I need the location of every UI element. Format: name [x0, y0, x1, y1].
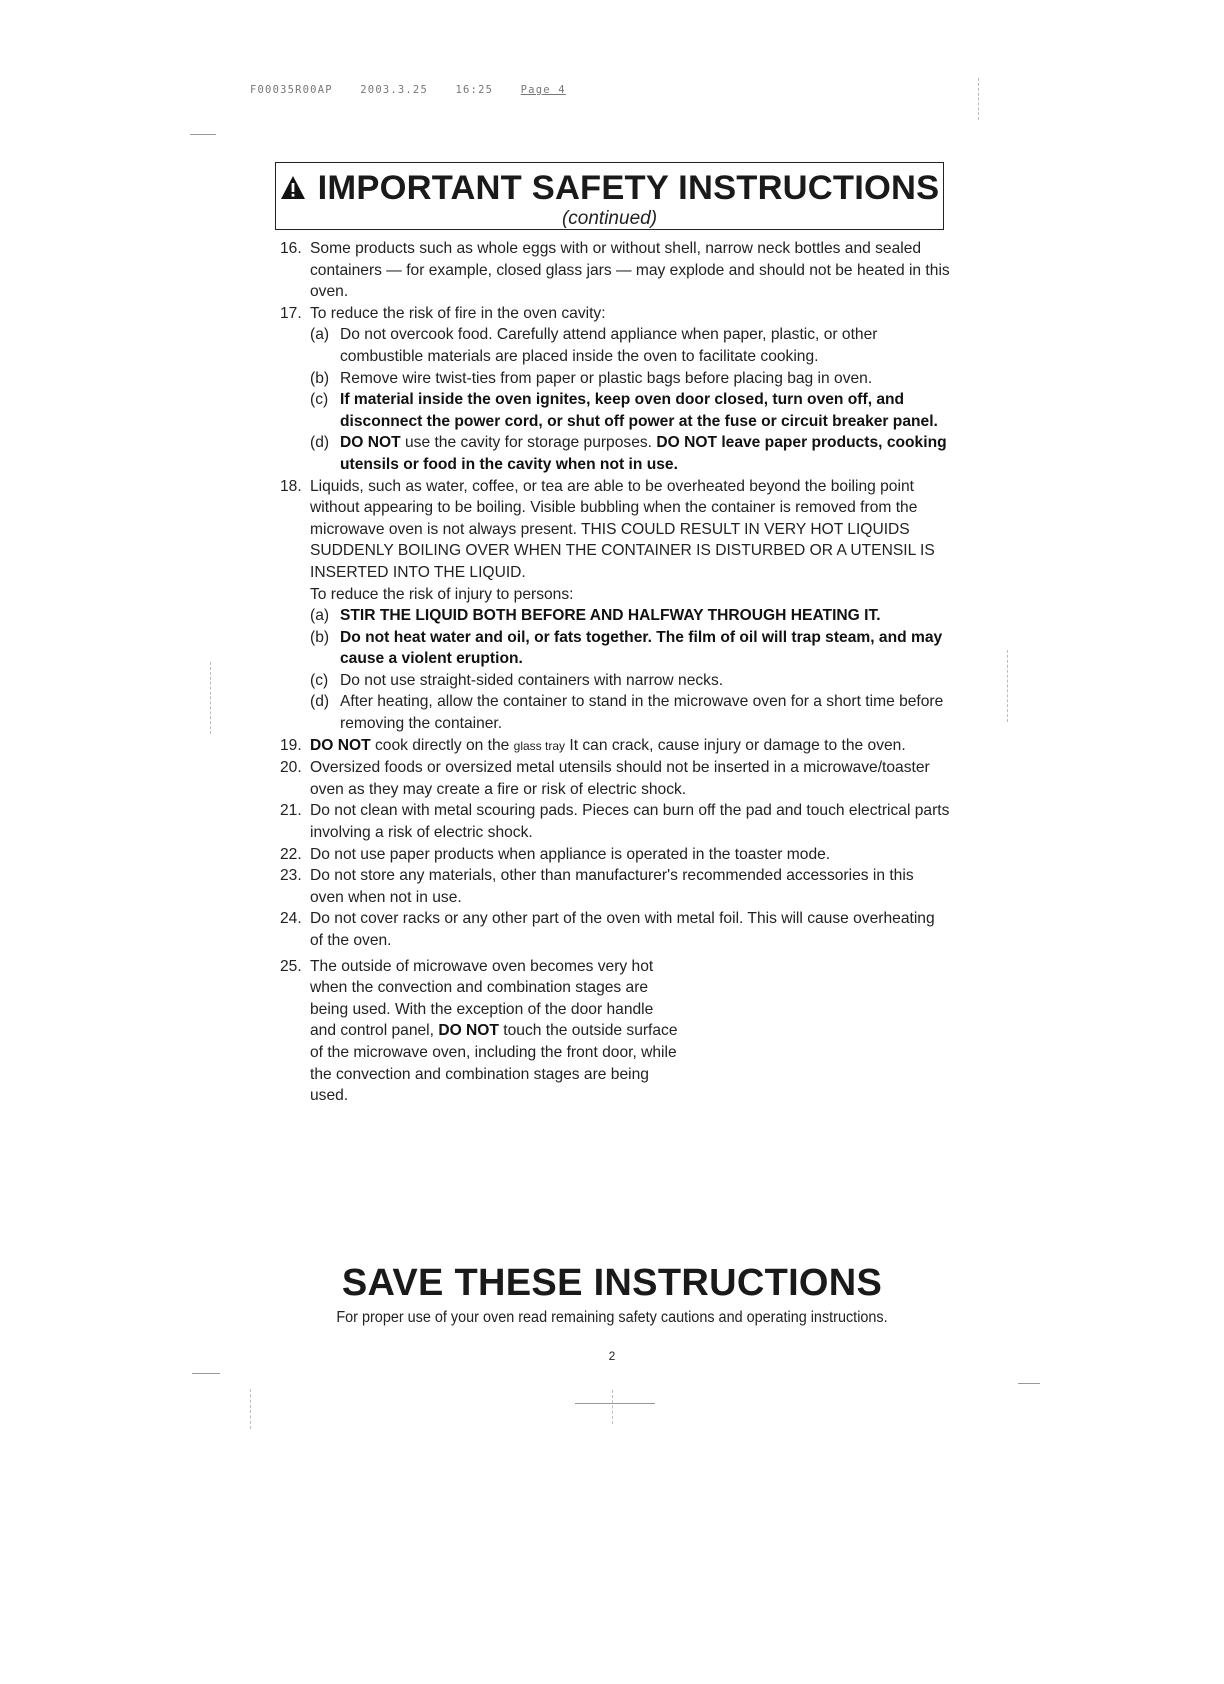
sub-item — [280, 324, 950, 367]
instructions-list — [280, 238, 950, 1107]
save-instructions-subtitle: For proper use of your oven read remaining safety cautions and operating instructions. — [336, 1309, 888, 1326]
list-item — [280, 303, 950, 325]
item-text: Oversized foods or oversized metal utensils should not be inserted in a microwave/toaster oven as they may create a fire or risk of electric shock. — [310, 759, 930, 798]
sub-item-letter: (b) — [310, 369, 330, 387]
registration-mark — [612, 1390, 613, 1424]
fax-date: 2003.3.25 — [360, 84, 428, 96]
sub-item — [280, 368, 950, 390]
sub-item-text: Do not heat water and oil, or fats together. The film of oil will trap steam, and may cause a violent eruption. — [340, 628, 943, 668]
item-text: It can crack, cause injury or damage to the oven. — [565, 736, 906, 754]
emphasis-text: DO NOT — [438, 1022, 499, 1040]
item-text: Do not use paper products when appliance is operated in the toaster mode. — [310, 845, 831, 863]
warning-triangle-icon — [280, 175, 306, 201]
sub-item-text: If material inside the oven ignites, keep oven door closed, turn oven off, and disconnect the power cord, or shut off power at the fuse or circuit breaker panel. — [340, 391, 938, 430]
sub-item-letter: (a) — [310, 326, 330, 344]
item-text: To reduce the risk of fire in the oven cavity: — [310, 304, 606, 322]
fax-time: 16:25 — [455, 84, 494, 96]
sub-item — [280, 691, 950, 734]
list-item — [280, 908, 950, 951]
crop-mark — [192, 1373, 220, 1374]
sub-item — [280, 605, 950, 627]
sub-item-text: STIR THE LIQUID BOTH BEFORE AND HALFWAY THROUGH HEATING IT. — [340, 607, 881, 625]
fax-header — [250, 84, 586, 96]
item-number: 18. — [280, 477, 302, 495]
list-item — [280, 865, 950, 908]
emphasis-text: DO NOT — [340, 434, 401, 452]
item-number: 19. — [280, 736, 302, 754]
item-text: cook directly on the — [370, 736, 514, 754]
emphasis-text: DO NOT leave paper products, cooking utensils or food in the cavity when not in use. — [340, 434, 947, 473]
page-subtitle: (continued) — [561, 208, 658, 229]
sub-item-letter: (d) — [310, 434, 330, 452]
item-text: Do not clean with metal scouring pads. Pieces can burn off the pad and touch electrical parts involving a risk of electric shock. — [310, 802, 950, 842]
item-number: 24. — [280, 910, 302, 928]
sub-item-letter: (c) — [310, 391, 329, 409]
list-item — [280, 735, 950, 758]
item-number: 22. — [280, 845, 302, 863]
item-number: 20. — [280, 759, 302, 777]
sub-item-text: Remove wire twist-ties from paper or plastic bags before placing bag in oven. — [340, 369, 873, 387]
sub-item-text: Do not use straight-sided containers with narrow necks. — [340, 671, 724, 689]
list-item — [280, 800, 950, 843]
list-item — [280, 956, 950, 1107]
list-item — [280, 844, 950, 866]
crop-mark — [190, 134, 216, 135]
save-instructions-title: SAVE THESE INSTRUCTIONS — [341, 1262, 883, 1304]
fax-page: Page 4 — [520, 84, 566, 96]
item-text: Do not cover racks or any other part of the oven with metal foil. This will cause overheating of the oven. — [310, 910, 935, 949]
sub-item-text: use the cavity for storage purposes. — [400, 434, 657, 452]
sub-item-letter: (b) — [310, 628, 330, 646]
emphasis-text: DO NOT — [310, 736, 371, 754]
item-number: 16. — [280, 240, 302, 257]
item-text: Do not store any materials, other than manufacturer's recommended accessories in this oven when not in use. — [310, 867, 914, 906]
list-item — [280, 757, 950, 800]
list-item — [280, 476, 950, 584]
sub-item — [280, 432, 950, 475]
sub-item-letter: (c) — [310, 671, 329, 689]
crop-mark — [1018, 1383, 1040, 1384]
sub-item — [280, 627, 950, 670]
registration-mark — [1007, 650, 1008, 722]
item-text: Some products such as whole eggs with or without shell, narrow neck bottles and sealed containers — for example, closed glass jars — may explode and should not be heated in this oven. — [310, 240, 950, 301]
item-text-small: glass tray — [513, 738, 566, 753]
item-number: 23. — [280, 867, 302, 885]
registration-mark — [210, 662, 211, 734]
item-number: 21. — [280, 802, 302, 820]
item-intro: To reduce the risk of injury to persons: — [310, 585, 574, 603]
crop-mark — [250, 1389, 251, 1429]
sub-item-letter: (d) — [310, 693, 330, 711]
page-title: IMPORTANT SAFETY INSTRUCTIONS — [317, 169, 940, 207]
sub-item — [280, 389, 950, 432]
registration-mark — [575, 1403, 655, 1404]
item-text: touch the outside surface of the microwave oven, including the front door, while the convection and combination stages are being used. — [310, 1022, 678, 1105]
item-number: 17. — [280, 304, 302, 322]
title-row — [276, 169, 943, 208]
title-box — [275, 162, 944, 230]
crop-mark — [978, 78, 979, 120]
sub-item-letter: (a) — [310, 607, 330, 625]
sub-item-text: After heating, allow the container to stand in the microwave oven for a short time before removing the container. — [340, 693, 944, 733]
item-text: Liquids, such as water, coffee, or tea are able to be overheated beyond the boiling point without appearing to be boiling. Visible bubbling when the container is removed from the microwave oven is not always present. THIS COULD RESULT IN VERY HOT LIQUIDS SUDDENLY BOILING OVER WHEN THE CONTAINER IS DISTURBED OR A UTENSIL IS INSERTED INTO THE LIQUID. — [310, 477, 935, 581]
list-item — [280, 238, 950, 303]
item-text: The outside of microwave oven becomes very hot when the convection and combination stages are being used. With the exception of the door handle and control panel, — [310, 957, 654, 1040]
page-number: 2 — [608, 1349, 616, 1363]
item-number: 25. — [280, 957, 302, 975]
fax-id: F00035R00AP — [250, 84, 333, 96]
sub-item — [280, 670, 950, 692]
sub-item-text: Do not overcook food. Carefully attend appliance when paper, plastic, or other combustible materials are placed inside the oven to facilitate cooking. — [340, 326, 878, 365]
